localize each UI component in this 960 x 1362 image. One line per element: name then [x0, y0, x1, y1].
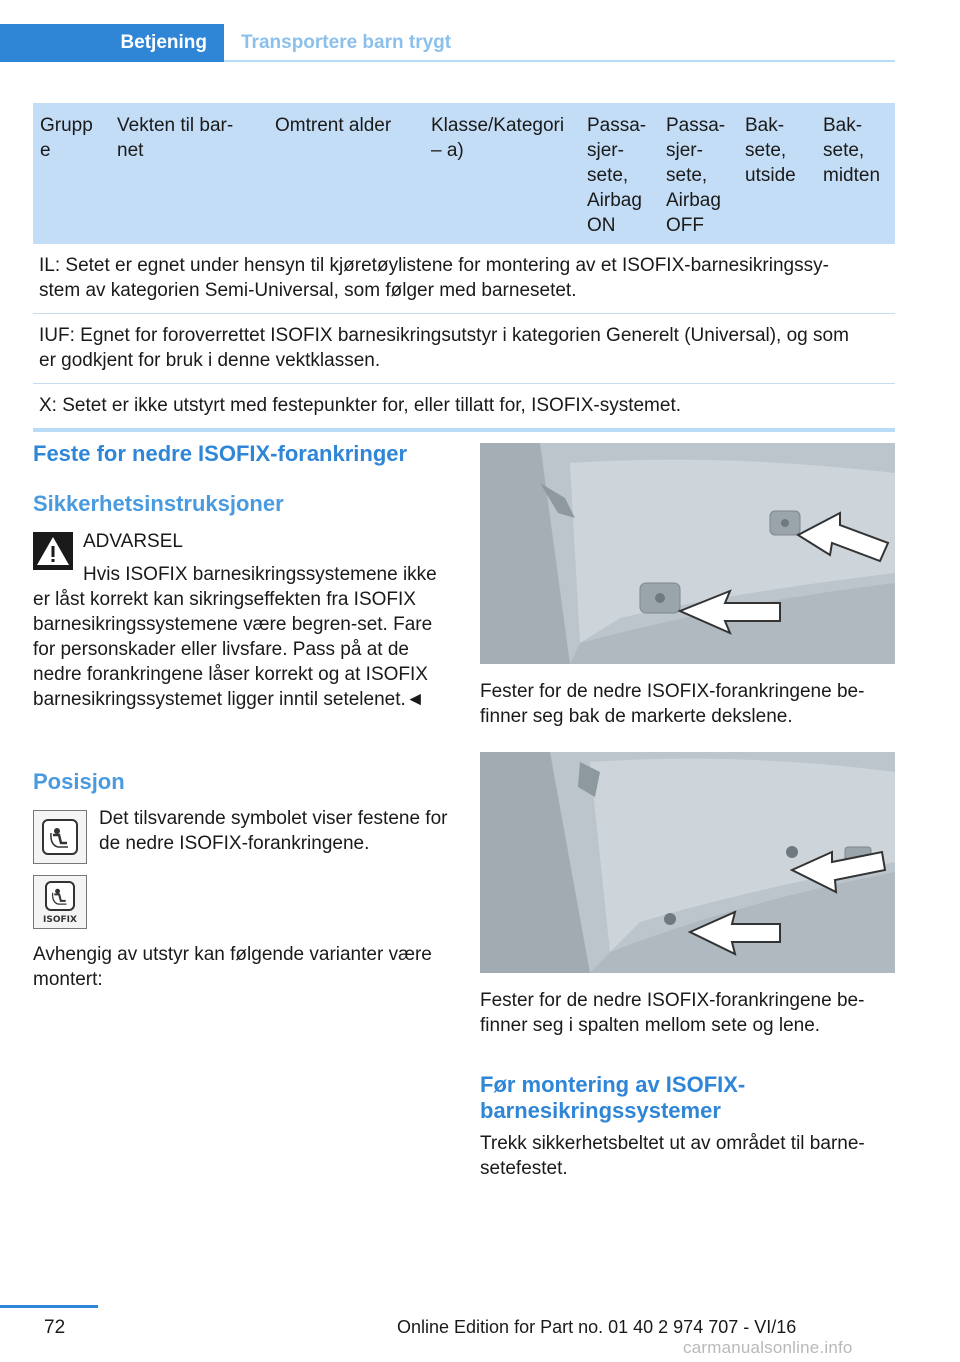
position-heading: Posisjon — [33, 769, 125, 794]
warning-title: ADVARSEL — [83, 531, 183, 552]
before-mounting-heading: Før montering av ISOFIX- barnesikringssystemer — [480, 1072, 746, 1123]
isofix-table — [33, 103, 895, 432]
isofix-label: ISOFIX — [43, 915, 77, 925]
left-column — [33, 440, 448, 990]
table-header — [33, 103, 895, 244]
table-bottom-rule — [33, 428, 895, 432]
header-divider — [224, 60, 895, 62]
th-rear-outer: Bak- sete, utside — [745, 115, 796, 186]
safety-heading: Sikkerhetsinstruksjoner — [33, 491, 284, 516]
section-heading: Feste for nedre ISOFIX-forankringer — [33, 441, 408, 466]
th-passenger-airbag-on: Passa- sjer- sete, Airbag ON — [587, 115, 647, 236]
page-number: 72 — [44, 1317, 66, 1338]
th-class: Klasse/Kategori – a) — [431, 115, 565, 161]
before-mounting-text: Trekk sikkerhetsbeltet ut av området til barne-setefestet. — [480, 1133, 865, 1179]
page-header — [0, 0, 895, 62]
table-row: IUF: Egnet for foroverrettet ISOFIX barnesikringsutstyr i kategorien Generelt (Universal), og som er godkjent for bruk i denne vektklassen. — [33, 314, 895, 384]
seat-photo-covers — [480, 443, 895, 664]
watermark: carmanualsonline.info — [683, 1338, 853, 1357]
tab-transportere-barn[interactable]: Transportere barn trygt — [241, 32, 452, 53]
position-text: Det tilsvarende symbolet viser festene for de nedre ISOFIX-forankringene. — [99, 808, 448, 854]
th-rear-middle: Bak- sete, midten — [823, 115, 881, 186]
caption-covers: Fester for de nedre ISOFIX-forankringene be-finner seg bak de markerte dekslene. — [480, 681, 865, 727]
edition-text: Online Edition for Part no. 01 40 2 974 707 - VI/16 — [397, 1317, 797, 1337]
th-age: Omtrent alder — [275, 115, 392, 136]
table-row: IL: Setet er egnet under hensyn til kjøretøylistene for montering av et ISOFIX-barnesikringssy- stem av kategorien Semi-Universal, som følger med barnesetet. — [33, 244, 895, 314]
tab-betjening[interactable]: Betjening — [0, 24, 224, 62]
th-passenger-airbag-off: Passa- sjer- sete, Airbag OFF — [666, 115, 726, 236]
th-weight: Vekten til bar- net — [117, 115, 234, 161]
isofix-symbol-icon — [33, 810, 87, 864]
table-row: X: Setet er ikke utstyrt med festepunkter for, eller tillatt for, ISOFIX-systemet. — [39, 395, 682, 416]
footer-rule — [0, 1305, 98, 1308]
variants-text: Avhengig av utstyr kan følgende varianter være montert: — [33, 944, 432, 990]
warning-text: Hvis ISOFIX barnesikringssystemene ikke er låst korrekt kan sikringseffekten fra ISOFIX barnesikringssystemene være begren-set. Fare for personskader eller livsfare. Pass på at de nedre forankringene låser korrekt og at ISOFIX barnesikringssystemet ligger inntil setelenet.◄ — [33, 564, 437, 710]
seat-photo-gap — [480, 752, 895, 973]
isofix-labelled-symbol-icon — [33, 875, 87, 929]
child-seat-icon — [45, 881, 75, 911]
child-seat-icon — [42, 819, 78, 855]
caption-gap: Fester for de nedre ISOFIX-forankringene be-finner seg i spalten mellom sete og lene. — [480, 990, 865, 1036]
th-group: Grupp e — [40, 115, 93, 161]
